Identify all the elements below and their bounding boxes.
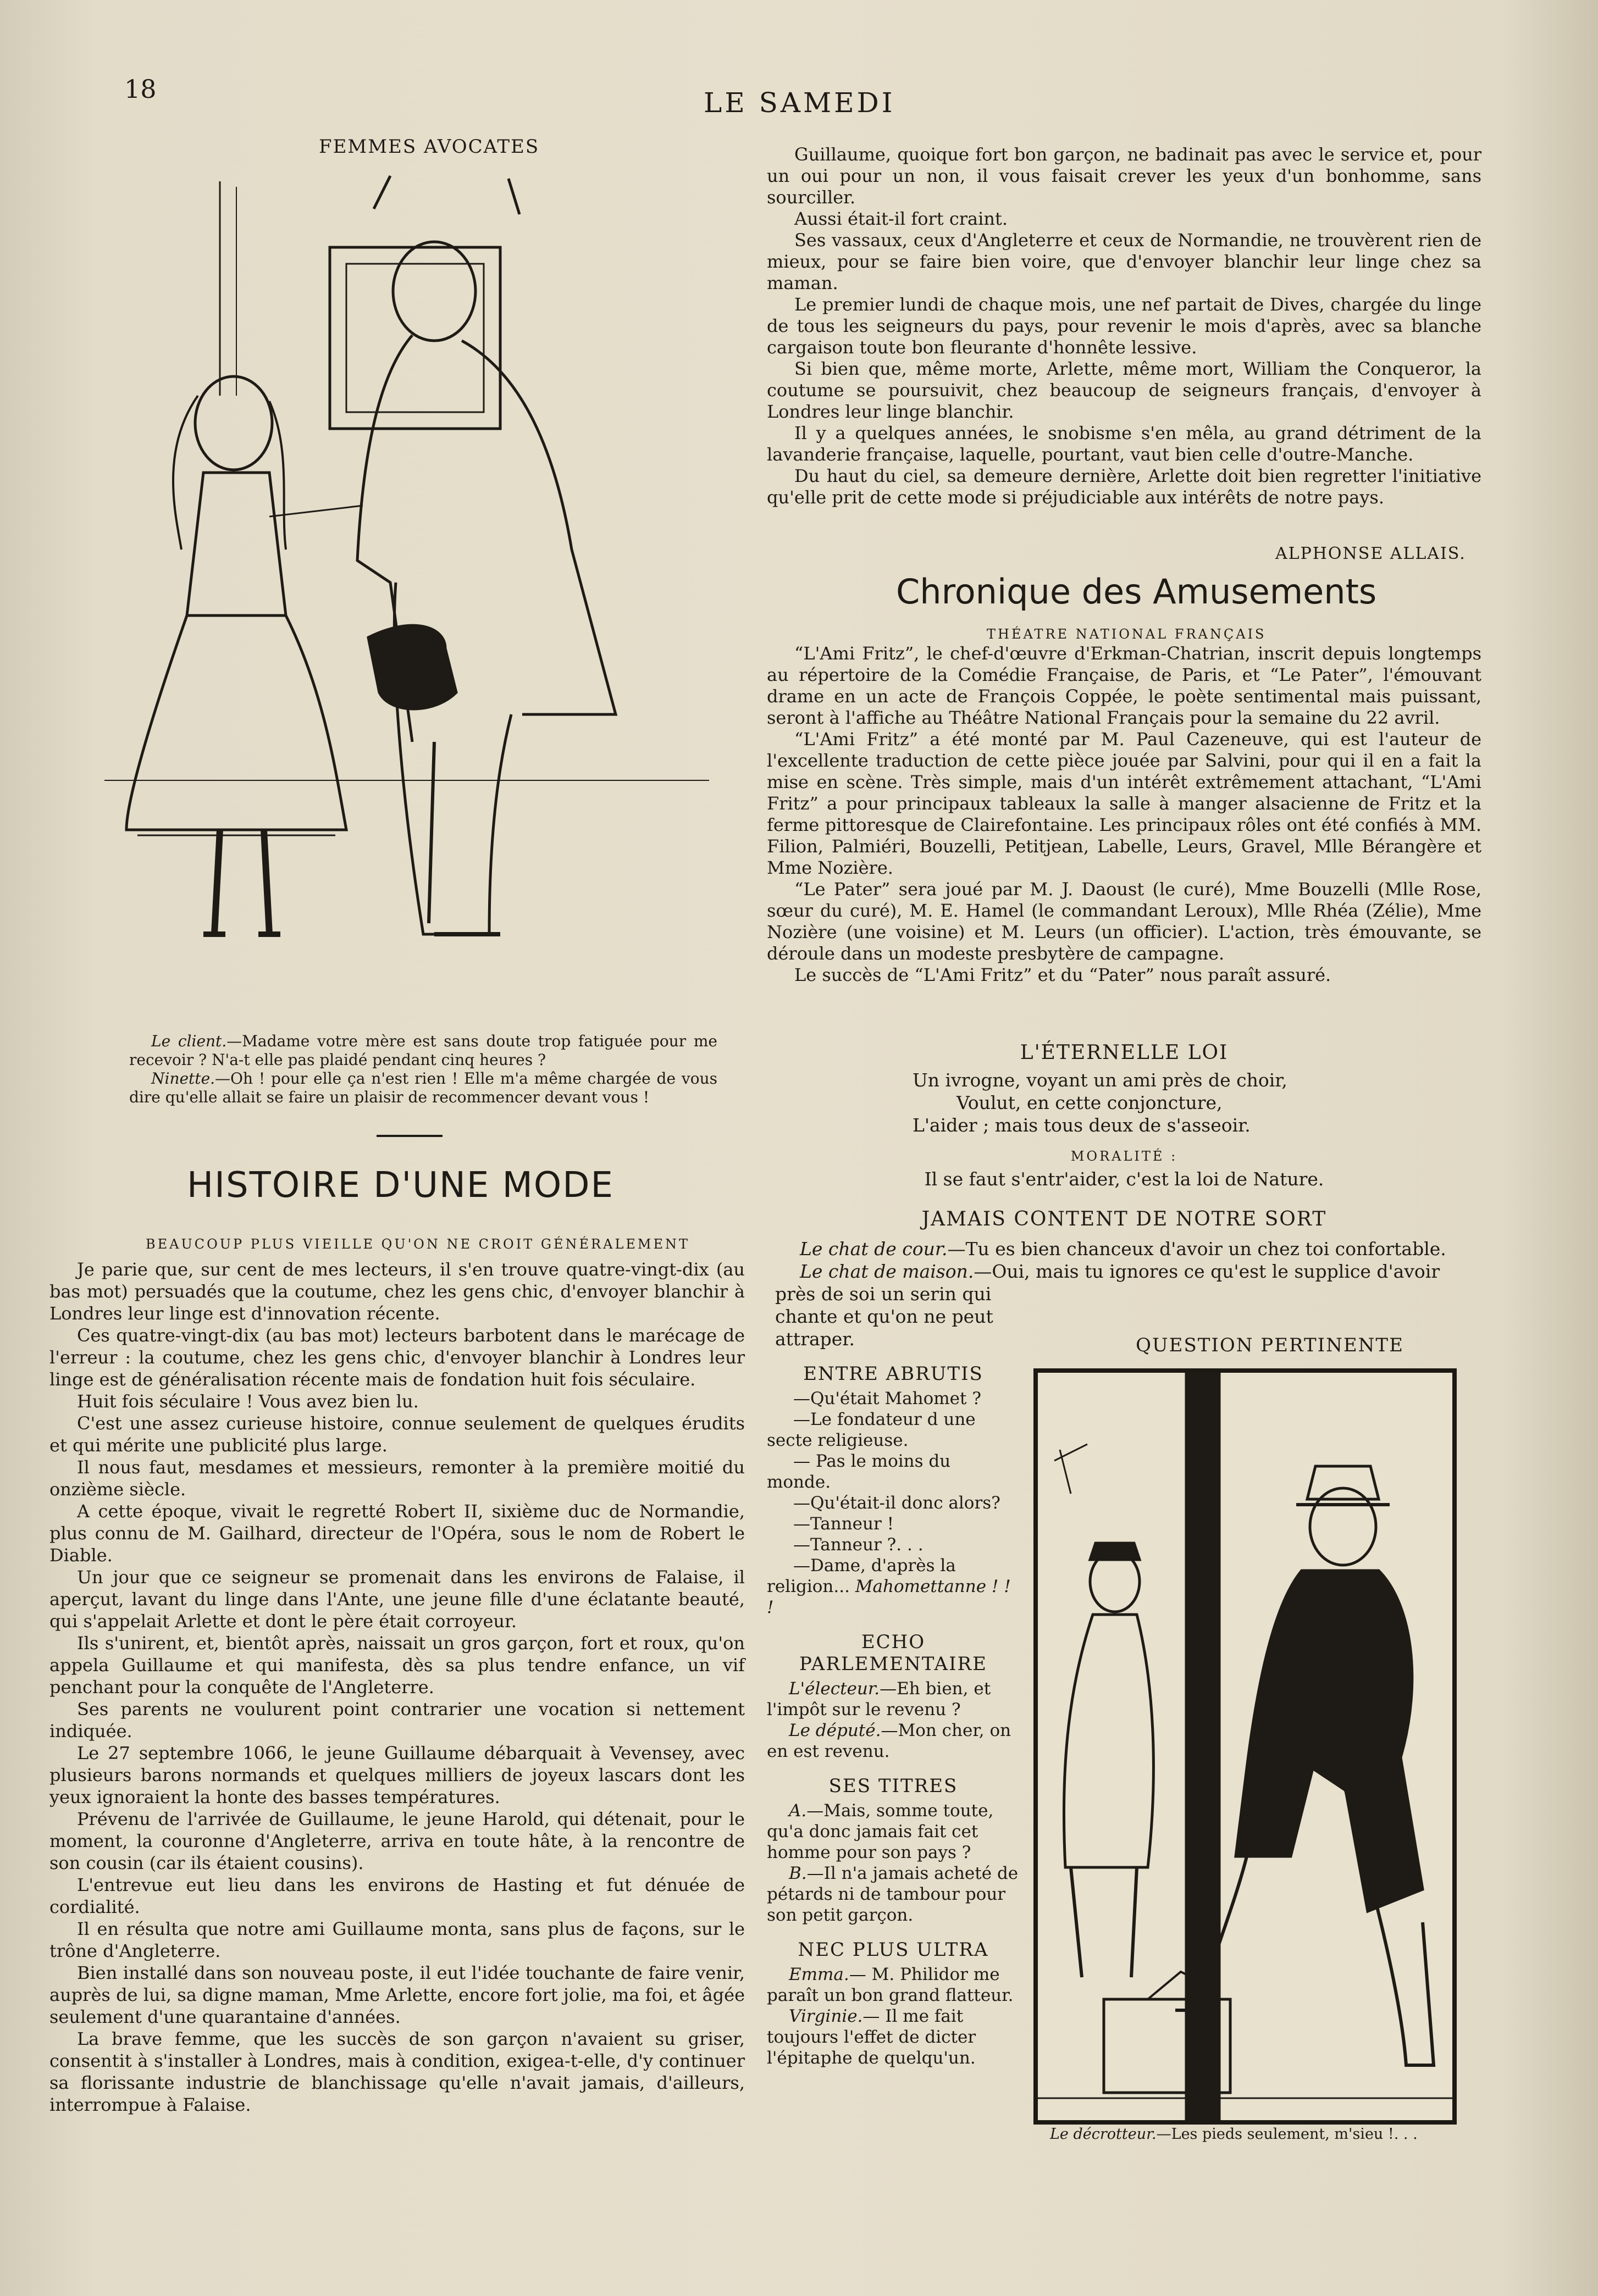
paragraph: Le premier lundi de chaque mois, une nef partait de Dives, chargée du linge de tous les seigneurs du pays, pour revenir le mois d'après, avec sa blanche cargaison toute bon fleurante d'honnête lessive. (767, 294, 1481, 358)
caption-speaker: Le décrotteur. (1050, 2126, 1157, 2143)
paragraph: Bien installé dans son nouveau poste, il eut l'idée touchante de faire venir, auprès de lui, sa digne maman, Mme Arlette, encore fort jolie, ma foi, et âgée seulement d'une quarantaine d'années. (49, 1962, 745, 2027)
speaker: Le chat de maison. (800, 1261, 974, 1282)
dialogue-line: —Tanneur ! (793, 1514, 894, 1534)
paragraph: La brave femme, que les succès de son garçon n'avaient su griser, consentit à s'installer à Londres, mais à condition, exigea-t-elle, d'y continuer sa florissante industrie de blanchissage qu'elle n'avait jamais, d'ailleurs, interrompue à Falaise. (49, 2028, 745, 2115)
masthead: LE SAMEDI (704, 87, 895, 119)
paragraph: Guillaume, quoique fort bon garçon, ne badinait pas avec le service et, pour un oui pour un non, il vous faisait crever les yeux d'un bonhomme, sans sourciller. (767, 144, 1481, 208)
dialogue-line: —Eh bien, et l'impôt sur le revenu ? (767, 1679, 991, 1720)
paragraph: Huit fois séculaire ! Vous avez bien lu. (77, 1391, 419, 1412)
jamais-title: JAMAIS CONTENT DE NOTRE SORT (921, 1208, 1327, 1230)
dialogue-line: —Qu'était-il donc alors? (793, 1493, 1000, 1513)
abrutis-body (767, 1388, 1020, 1618)
section-divider (377, 1135, 443, 1137)
speaker: Emma. (789, 1965, 849, 1984)
dialogue-line: —Dame, d'après la religion... (767, 1556, 956, 1596)
speaker: Virginie. (789, 2006, 863, 2026)
jamais-rest (775, 1283, 1028, 1350)
paragraph: Je parie que, sur cent de mes lecteurs, il s'en trouve quatre-vingt-dix (au bas mot) persuadés que la coutume, chez les gens chic, d'envoyer blanchir à Londres leur linge est d'innovation récente. (49, 1259, 745, 1324)
caption-speaker: Le client. (151, 1032, 227, 1050)
nec-title: NEC PLUS ULTRA (798, 1939, 989, 1961)
dialogue-line: —Tu es bien chanceux d'avoir un chez toi confortable. (947, 1238, 1446, 1260)
cartoon-right-title: QUESTION PERTINENTE (1136, 1334, 1404, 1356)
paragraph: Un jour que ce seigneur se promenait dans les environs de Falaise, il aperçut, lavant du linge dans l'Ante, une jeune fille d'une éclatante beauté, qui s'appelait Arlette et dont le père était corroyeur. (49, 1567, 745, 1632)
dialogue-line: —Mais, somme toute, qu'a donc jamais fait cet homme pour son pays ? (767, 1801, 994, 1862)
dialogue-line: —Il n'a jamais acheté de pétards ni de tambour pour son petit garçon. (767, 1864, 1019, 1925)
paragraph: Ses parents ne voulurent point contrarier une vocation si nettement indiquée. (49, 1699, 745, 1742)
punchline: Mahomettanne ! ! ! (767, 1577, 1011, 1617)
echo-title: ECHO PARLEMENTAIRE (799, 1631, 987, 1675)
chronique-body (767, 643, 1481, 986)
poem-line: Voulut, en cette conjoncture, (956, 1092, 1223, 1113)
caption-line: —Madame votre mère est sans doute trop fatiguée pour me recevoir ? N'a-t elle pas plaidé pendant cinq heures ? (129, 1032, 717, 1069)
histoire-title: HISTOIRE D'UNE MODE (187, 1165, 614, 1206)
dialogue-line: chante et qu'on ne peut (775, 1306, 993, 1327)
histoire-subtitle: BEAUCOUP PLUS VIEILLE QU'ON NE CROIT GÉNÉRALEMENT (146, 1236, 690, 1252)
dialogue-line: — Pas le moins du monde. (767, 1451, 951, 1492)
paragraph: Du haut du ciel, sa demeure dernière, Arlette doit bien regretter l'initiative qu'elle prit de cette mode si préjudiciable aux intérêts de notre pays. (767, 465, 1481, 508)
paragraph: Il y a quelques années, le snobisme s'en mêla, au grand détriment de la lavanderie française, laquelle, pourtant, vaut bien celle d'outre-Manche. (767, 423, 1481, 465)
paragraph: “L'Ami Fritz” a été monté par M. Paul Cazeneuve, qui est l'auteur de l'excellente traduction de cette pièce jouée par Salvini, pour qui il en a fait la mise en scène. Très simple, mais d'un intérêt extrêmement attachant, “L'Ami Fritz” a pour principaux tableaux la salle à manger alsacienne de Fritz et la ferme pittoresque de Clairefontaine. Les principaux rôles ont été confiés à MM. Filion, Palmiéri, Bouzelli, Petitjean, Labelle, Leurs, Gravel, Mlle Bérangère et Mme Nozière. (767, 729, 1481, 878)
eternelle-poem (913, 1069, 1462, 1136)
paragraph: Aussi était-il fort craint. (794, 208, 1008, 229)
titres-body (767, 1800, 1020, 1926)
paragraph: “Le Pater” sera joué par M. J. Daoust (le curé), Mme Bouzelli (Mlle Rose, sœur du curé), M. E. Hamel (le commandant Leroux), Mlle Rhéa (Zélie), Mme Nozière (une voisine) et M. Leurs (un officier). L'action, très émouvante, se déroule dans un modeste presbytère de campagne. (767, 879, 1481, 964)
echo-body (767, 1678, 1020, 1762)
cartoon-left-title: FEMMES AVOCATES (319, 136, 540, 158)
caption-line: —Les pieds seulement, m'sieu !. . . (1156, 2126, 1418, 2143)
jokes-column (767, 1363, 1020, 2068)
dialogue-line: — M. Philidor me paraît un bon grand flatteur. (767, 1965, 1014, 2005)
paragraph: Il en résulta que notre ami Guillaume monta, sans plus de façons, sur le trône d'Angleterre. (49, 1918, 745, 1961)
dialogue-line: —Mon cher, on en est revenu. (767, 1721, 1011, 1761)
caption-speaker: Ninette. (151, 1069, 215, 1088)
dialogue-line: —Tanneur ?. . . (793, 1535, 924, 1555)
paragraph: Ces quatre-vingt-dix (au bas mot) lecteurs barbotent dans le marécage de l'erreur : la coutume, chez les gens chic, d'envoyer blanchir à Londres leur linge est de généralisation récente mais de fondation huit fois séculaire. (49, 1325, 745, 1390)
paragraph: L'entrevue eut lieu dans les environs de Hasting et fut dénuée de cordialité. (49, 1874, 745, 1917)
dialogue-line: —Oui, mais tu ignores ce qu'est le supplice d'avoir (974, 1261, 1440, 1282)
eternelle-title: L'ÉTERNELLE LOI (1020, 1041, 1229, 1064)
cartoon-left-caption (129, 1032, 717, 1107)
paragraph: Le succès de “L'Ami Fritz” et du “Pater” nous paraît assuré. (794, 964, 1331, 985)
speaker: Le chat de cour. (800, 1238, 948, 1260)
histoire-continued (767, 144, 1481, 508)
nec-body (767, 1964, 1020, 2068)
dialogue-line: —Le fondateur d une secte religieuse. (767, 1410, 976, 1450)
chronique-subtitle: THÉATRE NATIONAL FRANÇAIS (987, 626, 1267, 642)
signature: ALPHONSE ALLAIS. (1275, 544, 1466, 563)
paragraph: Si bien que, même morte, Arlette, même mort, William the Conqueror, la coutume se poursuivit, chez beaucoup de seigneurs français, d'envoyer à Londres leur linge blanchir. (767, 358, 1481, 422)
cartoon-right-caption (1050, 2126, 1468, 2143)
speaker: Le député. (789, 1721, 881, 1740)
dialogue-line: près de soi un serin qui (775, 1283, 992, 1305)
histoire-body (49, 1258, 745, 2116)
poem-line: Un ivrogne, voyant un ami près de choir, (913, 1069, 1287, 1091)
cartoon-bootblack-illustration (1038, 1373, 1452, 2120)
speaker: A. (789, 1801, 807, 1821)
titres-title: SES TITRES (828, 1775, 958, 1797)
dialogue-line: — Il me fait toujours l'effet de dicter l'épitaphe de quelqu'un. (767, 2006, 976, 2068)
paragraph: Ses vassaux, ceux d'Angleterre et ceux de Normandie, ne trouvèrent rien de mieux, pour se faire bien voire, que d'envoyer blanchir leur linge chez sa maman. (767, 230, 1481, 293)
caption-line: —Oh ! pour elle ça n'est rien ! Elle m'a même chargée de vous dire qu'elle allait se faire un plaisir de recommencer devant vous ! (129, 1069, 717, 1106)
moral-label: MORALITÉ : (1070, 1149, 1178, 1164)
paragraph: “L'Ami Fritz”, le chef-d'œuvre d'Erkman-Chatrian, inscrit depuis longtemps au répertoire de la Comédie Française, de Paris, et “Le Pater”, l'émouvant drame en un acte de François Coppée, le poète sentimental mais puissant, seront à l'affiche au Théâtre National Français pour la semaine du 22 avril. (767, 643, 1481, 728)
paragraph: Ils s'unirent, et, bientôt après, naissait un gros garçon, fort et roux, qu'on appela Guillaume et qui manifesta, dès sa plus tendre enfance, un vif penchant pour la conquête de l'Angleterre. (49, 1633, 745, 1698)
dialogue-line: attraper. (775, 1328, 855, 1350)
moral-text: Il se faut s'entr'aider, c'est la loi de Nature. (924, 1168, 1324, 1190)
paragraph: Il nous faut, mesdames et messieurs, remonter à la première moitié du onzième siècle. (49, 1457, 745, 1500)
speaker: L'électeur. (789, 1679, 880, 1699)
chronique-title: Chronique des Amusements (896, 572, 1377, 612)
page-number: 18 (124, 74, 157, 104)
paragraph: C'est une assez curieuse histoire, connue seulement de quelques érudits et qui mérite une publicité plus large. (49, 1413, 745, 1456)
cartoon-right-frame (1033, 1368, 1457, 2125)
poem-line: L'aider ; mais tous deux de s'asseoir. (913, 1114, 1251, 1136)
paragraph: Prévenu de l'arrivée de Guillaume, le jeune Harold, qui détenait, pour le moment, la couronne d'Angleterre, arriva en toute hâte, à la rencontre de son cousin (car ils étaient cousins). (49, 1809, 745, 1873)
abrutis-title: ENTRE ABRUTIS (803, 1363, 983, 1385)
cartoon-lawyers-illustration (104, 165, 737, 1022)
jamais-body (800, 1238, 1492, 1283)
speaker: B. (789, 1864, 807, 1883)
dialogue-line: —Qu'était Mahomet ? (793, 1389, 981, 1408)
paragraph: A cette époque, vivait le regretté Robert II, sixième duc de Normandie, plus connu de M. Gailhard, directeur de l'Opéra, sous le nom de Robert le Diable. (49, 1501, 745, 1566)
paragraph: Le 27 septembre 1066, le jeune Guillaume débarquait à Vevensey, avec plusieurs barons normands et quelques milliers de joyeux lascars dont les yeux ignoraient la honte des basses températures. (49, 1743, 745, 1807)
